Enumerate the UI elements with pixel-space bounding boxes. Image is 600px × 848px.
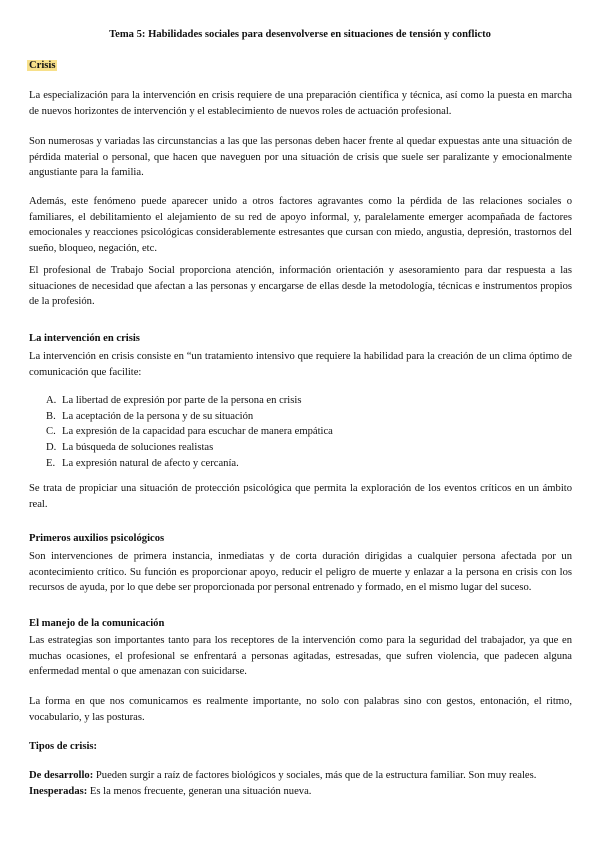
list-item: [29, 440, 572, 456]
tipo-item: [29, 768, 572, 784]
intervencion-closing: Se trata de propiciar una situación de protección psicológica que permita la exploración de los eventos críticos en un ámbito real.: [29, 483, 572, 510]
list-item-text: La libertad de expresión por parte de la persona en crisis: [62, 395, 302, 406]
lettered-list: [29, 393, 572, 471]
list-item: [29, 456, 572, 472]
crisis-paragraph-3: Además, este fenómeno puede aparecer unido a otros factores agravantes como la pérdida de las relaciones sociales o familiares, el debilitamiento el alejamiento de su red de apoyo informal, y, paralelamente emerger acompañada de factores emocionales y reacciones psicológicas considerablemente estresantes que cursan con miedo, angustia, depresión, trastornos del sueño, bloqueo, negación, etc.: [29, 196, 572, 255]
section-heading-comunicacion: El manejo de la comunicación: [29, 618, 165, 629]
comunicacion-paragraph-1: Las estrategias son importantes tanto para los receptores de la intervención como para la seguridad del trabajador, ya que en muchas ocasiones, el profesional se enfrentará a personas agitadas, estresadas, que sufren violencia, que padecen alguna enfermedad mental o que amenazan con suicidarse.: [29, 635, 572, 678]
list-marker: B.: [46, 410, 56, 422]
intervencion-list-block: [29, 393, 572, 471]
tipo-label: De desarrollo:: [29, 770, 94, 781]
list-item: [29, 393, 572, 409]
crisis-paragraph-4: El profesional de Trabajo Social proporciona atención, información orientación y asesoramiento para dar respuesta a las situaciones de necesidad que afectan a las personas y encargarse de ellas desde la metodología, técnicas e instrumentos propios de la profesión.: [29, 265, 572, 308]
auxilios-paragraph: Son intervenciones de primera instancia, inmediatas y de corta duración dirigidas a cualquier persona afectada por un acontecimiento crítico. Su función es proporcionar apoyo, reducir el peligro de muerte y enlazar a la persona en crisis con los recursos de ayuda, por lo que debe ser proporcionada por personal entrenado y formado, en el mismo lugar del suceso.: [29, 551, 572, 594]
section-heading-crisis: [29, 58, 572, 74]
list-item: [29, 409, 572, 425]
list-item-text: La expresión de la capacidad para escuchar de manera empática: [62, 426, 333, 438]
crisis-paragraph-2: Son numerosas y variadas las circunstancias a las que las personas deben hacer frente al quedar expuestas ante una situación de pérdida material o personal, que hacen que naveguen por una situación de crisis que suele ser paralizante y emocionalmente angustiante para la familia.: [29, 136, 572, 179]
list-item-text: La aceptación de la persona y de su situación: [62, 410, 254, 422]
comunicacion-paragraph-2: La forma en que nos comunicamos es realmente importante, no solo con palabras sino con gestos, entonación, el ritmo, vocabulario, y las posturas.: [29, 696, 572, 723]
section-heading-auxilios: Primeros auxilios psicológicos: [29, 533, 165, 544]
intervencion-intro: La intervención en crisis consiste en “un tratamiento intensivo que requiere la habilidad para la creación de un clima óptimo de comunicación que facilite:: [29, 351, 572, 378]
list-item: [29, 424, 572, 440]
crisis-paragraph-1: La especialización para la intervención en crisis requiere de una preparación científica y técnica, así como la puesta en marcha de nuevos horizontes de intervención y el establecimiento de nuevos roles de actuación profesional.: [29, 90, 572, 117]
list-marker: A.: [46, 395, 57, 406]
list-item-text: La búsqueda de soluciones realistas: [62, 442, 214, 454]
document-title: Tema 5: Habilidades sociales para desenvolverse en situaciones de tensión y conflicto: [109, 29, 491, 40]
highlighted-heading: Crisis: [29, 60, 56, 71]
list-marker: E.: [46, 457, 56, 469]
list-marker: D.: [46, 442, 57, 454]
section-heading-tipos: Tipos de crisis:: [29, 741, 98, 752]
section-heading-intervencion: La intervención en crisis: [29, 333, 140, 344]
tipo-text: Pueden surgir a raíz de factores biológicos y sociales, más que de la estructura familiar. Son muy reales.: [93, 770, 537, 781]
list-item-text: La expresión natural de afecto y cercanía.: [62, 457, 239, 469]
tipo-text: Es la menos frecuente, generan una situación nueva.: [87, 786, 312, 797]
list-marker: C.: [46, 426, 56, 438]
tipo-label: Inesperadas:: [29, 786, 88, 797]
tipo-item: [29, 784, 572, 800]
